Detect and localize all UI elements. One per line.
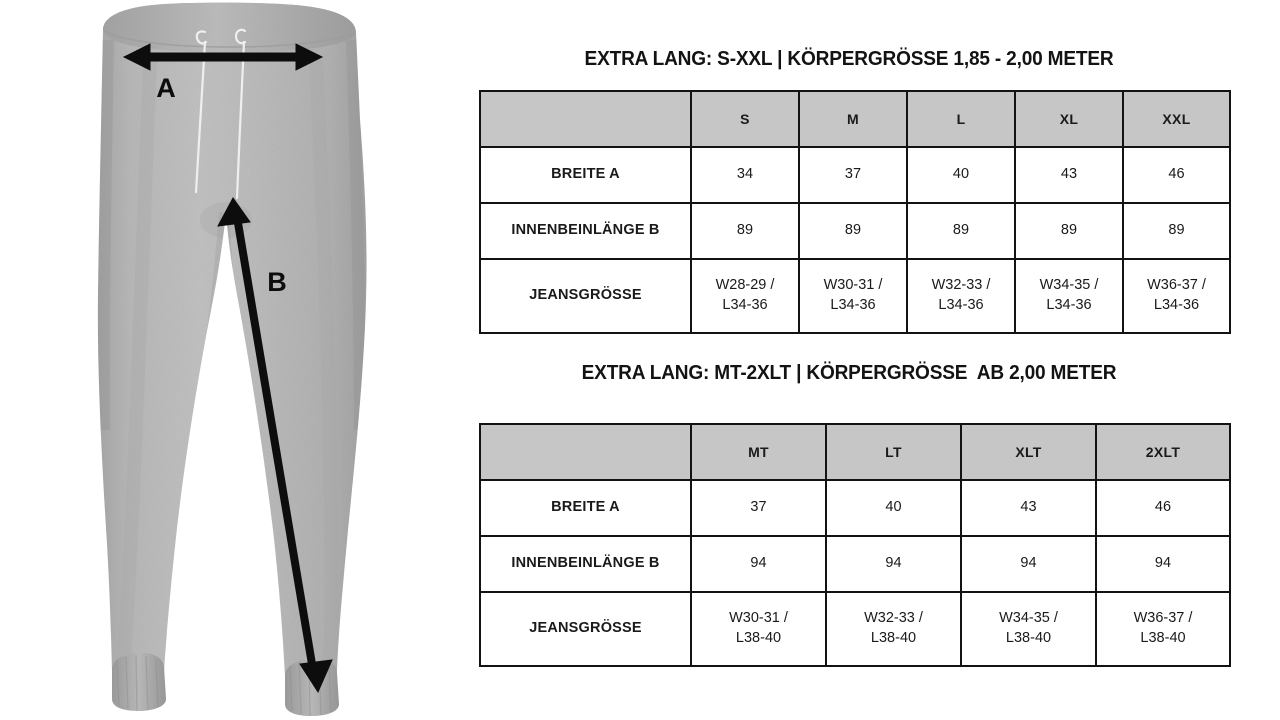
size-header-s: S: [691, 91, 799, 147]
jeans-length-s: L34-36: [722, 297, 768, 313]
size-table-tall: [479, 423, 1231, 667]
table-corner-cell: [480, 91, 691, 147]
row-label-innenbeinlaenge-b: INNENBEINLÄNGE B: [480, 203, 691, 259]
cell-jeans-m: [799, 259, 907, 333]
row-label-breite-a: BREITE A: [480, 480, 691, 536]
jeans-length-xlt: L38-40: [1005, 630, 1052, 646]
cell-innenbein-l: 89: [907, 203, 1015, 259]
jeans-length-xxl: L34-36: [1153, 297, 1200, 313]
table-row-breite-a: [480, 147, 1230, 203]
measure-label-a: A: [156, 73, 176, 103]
table-corner-cell: [480, 424, 691, 480]
jeans-waist-s: W28-29 /: [715, 277, 775, 294]
size-header-m: M: [799, 91, 907, 147]
size-header-lt: LT: [826, 424, 961, 480]
cell-breite-a-m: 37: [799, 147, 907, 203]
table-row-jeansgroesse: [480, 259, 1230, 333]
table-row-jeansgroesse: [480, 592, 1230, 666]
cell-breite-a-xl: 43: [1015, 147, 1123, 203]
jeans-waist-l: W32-33 /: [931, 277, 991, 294]
cell-jeans-l: [907, 259, 1015, 333]
table-row-innenbeinlaenge-b: [480, 203, 1230, 259]
size-header-xxl: XXL: [1123, 91, 1230, 147]
size-header-xlt: XLT: [961, 424, 1096, 480]
jeans-length-xl: L34-36: [1046, 297, 1092, 313]
cell-breite-a-xxl: 46: [1123, 147, 1230, 203]
measure-label-b: B: [267, 267, 287, 297]
size-header-l: L: [907, 91, 1015, 147]
jeans-length-lt: L38-40: [870, 630, 917, 646]
jeans-length-m: L34-36: [830, 297, 876, 313]
cell-jeans-xlt: [961, 592, 1096, 666]
table-row-breite-a: [480, 480, 1230, 536]
table-header-row: [480, 424, 1230, 480]
ankle-cuffs: [112, 653, 339, 716]
jeans-waist-2xlt: W36-37 /: [1133, 610, 1193, 627]
cell-jeans-xl: [1015, 259, 1123, 333]
cell-innenbein-xxl: 89: [1123, 203, 1230, 259]
jeans-waist-xxl: W36-37 /: [1147, 277, 1206, 294]
table-header-row: [480, 91, 1230, 147]
cell-innenbein-xlt: 94: [961, 536, 1096, 592]
jeans-waist-xl: W34-35 /: [1039, 277, 1099, 294]
cell-jeans-2xlt: [1096, 592, 1230, 666]
section-title-standard-sizes: EXTRA LANG: S-XXL | KÖRPERGRÖSSE 1,85 - 2,00 METER: [584, 47, 1114, 70]
cell-breite-a-l: 40: [907, 147, 1015, 203]
cell-jeans-mt: [691, 592, 826, 666]
cell-breite-a-2xlt: 46: [1096, 480, 1230, 536]
row-label-breite-a: BREITE A: [480, 147, 691, 203]
size-charts-panel: [470, 0, 1280, 720]
section-title-tall-sizes: EXTRA LANG: MT-2XLT | KÖRPERGRÖSSE AB 2,00 METER: [581, 361, 1117, 384]
size-table-standard: [479, 90, 1231, 334]
waistband: [103, 3, 356, 53]
cell-innenbein-m: 89: [799, 203, 907, 259]
jeans-waist-xlt: W34-35 /: [999, 610, 1058, 627]
cell-jeans-s: [691, 259, 799, 333]
product-illustration-panel: [0, 0, 470, 720]
cell-jeans-xxl: [1123, 259, 1230, 333]
cell-breite-a-s: 34: [691, 147, 799, 203]
cell-breite-a-lt: 40: [826, 480, 961, 536]
jeans-waist-mt: W30-31 /: [729, 610, 788, 627]
jeans-waist-lt: W32-33 /: [864, 610, 923, 627]
cell-breite-a-xlt: 43: [961, 480, 1096, 536]
sweatpants-illustration: [0, 0, 470, 720]
cell-innenbein-mt: 94: [691, 536, 826, 592]
cell-innenbein-xl: 89: [1015, 203, 1123, 259]
size-header-mt: MT: [691, 424, 826, 480]
jeans-length-mt: L38-40: [735, 630, 782, 646]
cell-breite-a-mt: 37: [691, 480, 826, 536]
cell-innenbein-s: 89: [691, 203, 799, 259]
row-label-innenbeinlaenge-b: INNENBEINLÄNGE B: [480, 536, 691, 592]
pants-body: [98, 3, 367, 676]
jeans-length-2xlt: L38-40: [1140, 630, 1186, 646]
table-row-innenbeinlaenge-b: [480, 536, 1230, 592]
row-label-jeansgroesse: JEANSGRÖSSE: [480, 259, 691, 333]
cell-innenbein-lt: 94: [826, 536, 961, 592]
size-header-xl: XL: [1015, 91, 1123, 147]
jeans-length-l: L34-36: [938, 297, 984, 313]
size-header-2xlt: 2XLT: [1096, 424, 1230, 480]
cell-jeans-lt: [826, 592, 961, 666]
cell-innenbein-2xlt: 94: [1096, 536, 1230, 592]
jeans-waist-m: W30-31 /: [823, 277, 883, 294]
row-label-jeansgroesse: JEANSGRÖSSE: [480, 592, 691, 666]
